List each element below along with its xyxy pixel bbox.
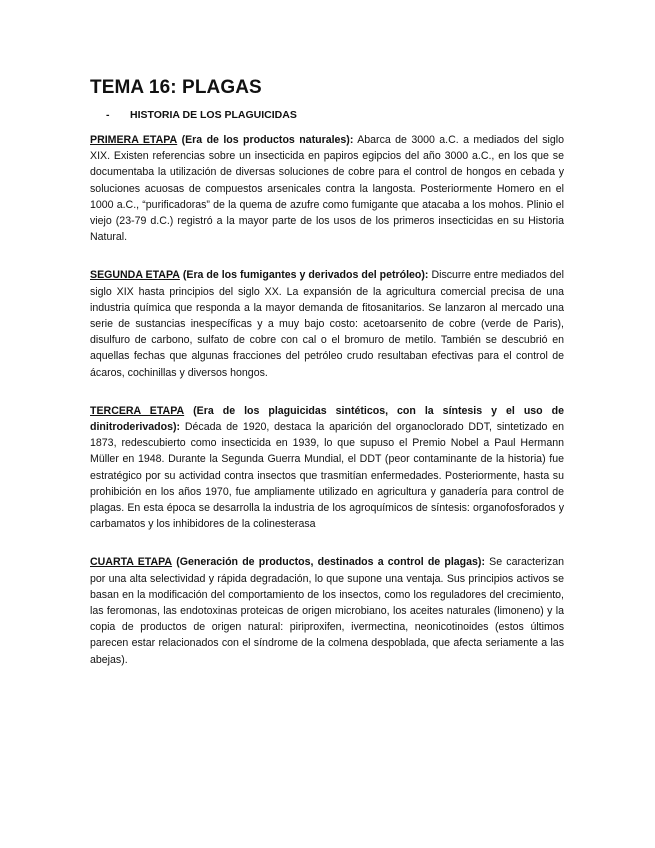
stage-description: (Era de los productos naturales): xyxy=(181,134,354,146)
document-page xyxy=(90,76,564,668)
list-bullet: - xyxy=(106,109,110,121)
stage-paragraph-1 xyxy=(90,132,564,245)
stage-description: (Era de los plaguicidas sintéticos, con la síntesis y el uso de dinitroderivados): xyxy=(90,404,565,434)
stage-body: Abarca de 3000 a.C. a mediados del siglo XIX. Existen referencias sobre un insecticida en papiros egipcios del año 3000 a.C., en los que se documentaba la utilización de diversas soluciones de cobre para el control de hongos en cebada y soluciones acuosas de compuestos arsenicales contra la langosta. Posteriormente Homero en el 1000 a.C., “purificadoras” de la quema de azufre como fumigante que atacaba a los mohos. Plinio el viejo (23-79 d.C.) registró a la mayor parte de los usos de los primeros insecticidas en su Historia Natural. xyxy=(90,134,565,244)
stage-description: (Era de los fumigantes y derivados del petróleo): xyxy=(182,269,429,282)
stage-title: CUARTA ETAPA xyxy=(90,556,173,569)
section-heading-text: HISTORIA DE LOS PLAGUICIDAS xyxy=(130,109,297,121)
stage-paragraph-3 xyxy=(90,403,564,533)
page-title: TEMA 16: PLAGAS xyxy=(90,77,262,98)
stage-title: TERCERA ETAPA xyxy=(90,404,185,417)
stage-title: PRIMERA ETAPA xyxy=(90,134,178,146)
stage-paragraph-2 xyxy=(90,267,564,380)
stage-body: Década de 1920, destaca la aparición del organoclorado DDT, sintetizado en 1873, redescubierto como insecticida en 1939, lo que supuso el Premio Nobel a Paul Hermann Müller en 1948. Durante la Segunda Guerra Mundial, el DDT (peor contaminante de la historia) fue estratégico por su actividad contra insectos que trasmitían enfermedades. Posteriormente, hasta su prohibición en los años 1970, fue ampliamente utilizado en agricultura y ganadería para control de plagas. En esta época se desarrolla la industria de los agroquímicos de síntesis: organofosforados y carbamatos y los inhibidores de la colinesterasa xyxy=(90,421,565,531)
stage-body: Se caracterizan por una alta selectividad y rápida degradación, lo que supone una ventaja. Sus principios activos se basan en la modificación del comportamiento de los insectos, como los reguladores del crecimiento, las feromonas, las endotoxinas proteicas de origen microbiano, los aceites naturales (limoneno) y la copia de productos de origen natural: piriproxifen, ivermectina, neonicotinoides (estos últimos parecen estar relacionados con el síndrome de la colmena despoblada, que afecta seriamente a las abejas). xyxy=(90,556,564,666)
section-heading xyxy=(90,108,564,122)
stage-description: (Generación de productos, destinados a control de plagas): xyxy=(176,556,485,569)
stage-body: Discurre entre mediados del siglo XIX hasta principios del siglo XX. La expansión de la agricultura comercial precisa de una industria química que responda a la mayor demanda de fitosanitarios. Se lanzaron al mercado una serie de sustancias inespecíficas y a muy bajo costo: acetoarsenito de cobre (verde de Paris), disulfuro de carbono, sulfato de cobre con cal o el bromuro de metilo. También se descubrió en aquellas fechas que algunas fracciones del petróleo crudo resultaban efectivas para el control de ácaros, cochinillas y diversos hongos. xyxy=(90,269,564,379)
stage-title: SEGUNDA ETAPA xyxy=(90,269,180,282)
stage-paragraph-4 xyxy=(90,554,564,667)
